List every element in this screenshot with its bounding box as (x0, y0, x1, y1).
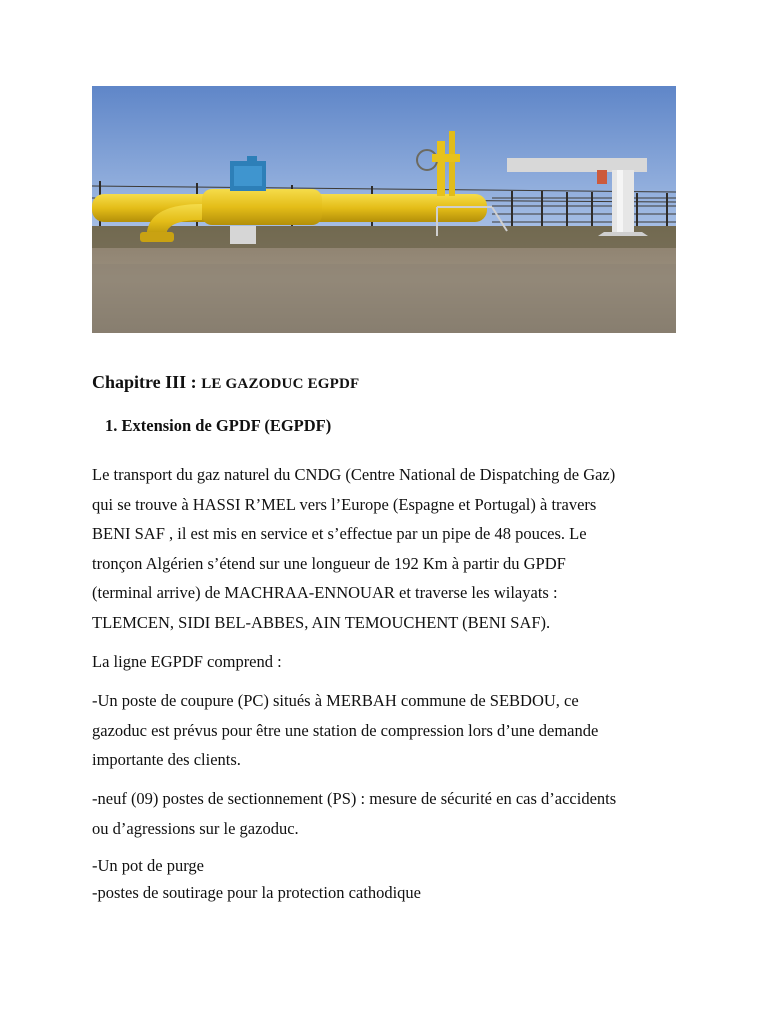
text-line: TLEMCEN, SIDI BEL-ABBES, AIN TEMOUCHENT (BENI SAF). (92, 612, 551, 632)
text-line: ou d’agressions sur le gazoduc. (92, 818, 299, 838)
crane-arm (507, 158, 647, 172)
pot-paragraph (92, 852, 692, 906)
text-line: qui se trouve à HASSI R’MEL vers l’Europe (Espagne et Portugal) à travers (92, 494, 597, 514)
text-line: importante des clients. (92, 750, 241, 769)
chapter-heading (92, 372, 359, 393)
text-line: Le transport du gaz naturel du CNDG (Centre National de Dispatching de Gaz) (92, 465, 616, 484)
pipeline-photo (92, 86, 676, 333)
text-line: -postes de soutirage pour la protection cathodique (92, 883, 421, 902)
intro-paragraph (92, 460, 692, 637)
chapter-title: LE GAZODUC EGPDF (201, 376, 360, 392)
text-line: (terminal arrive) de MACHRAA-ENNOUAR et traverse les wilayats : (92, 583, 558, 602)
section-heading: 1. Extension de GPDF (EGPDF) (105, 416, 332, 435)
text-line: tronçon Algérien s’étend sur une longueur de 192 Km à partir du GPDF (92, 553, 566, 573)
poste-paragraph (92, 686, 692, 775)
pipeline-illustration (92, 86, 676, 333)
neuf-paragraph (92, 784, 692, 843)
text-line: -Un pot de purge (92, 856, 204, 875)
text-line: La ligne EGPDF comprend : (92, 652, 282, 671)
ligne-paragraph (92, 647, 692, 677)
text-line: BENI SAF , il est mis en service et s’effectue par un pipe de 48 pouces. Le (92, 524, 587, 543)
chapter-label: Chapitre III : (92, 372, 197, 392)
text-line: gazoduc est prévus pour être une station de compression lors d’une demande (92, 720, 599, 740)
text-line: -neuf (09) postes de sectionnement (PS) : mesure de sécurité en cas d’accidents (92, 789, 617, 808)
text-line: -Un poste de coupure (PC) situés à MERBAH commune de SEBDOU, ce (92, 691, 579, 710)
